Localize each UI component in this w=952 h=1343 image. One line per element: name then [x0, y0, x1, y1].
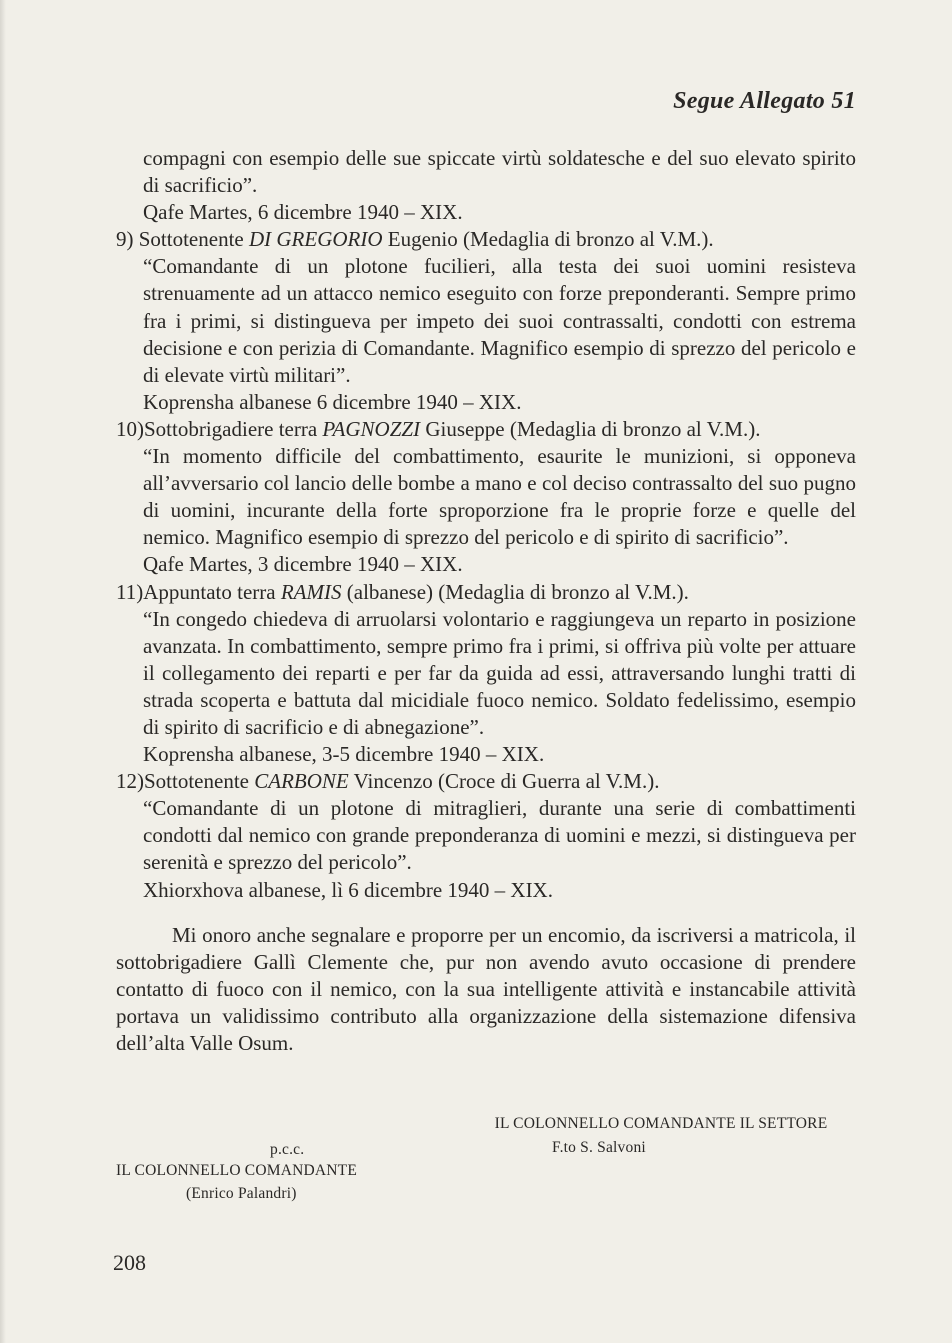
- entry-body: [116, 606, 856, 769]
- entry-rank: 11)Appuntato terra: [116, 579, 281, 604]
- entry-award: (albanese) (Medaglia di bronzo al V.M.).: [341, 579, 689, 604]
- intro-place: Qafe Martes, 6 dicembre 1940 – XIX.: [143, 200, 463, 225]
- entry-place: Koprensha albanese 6 dicembre 1940 – XIX.: [143, 389, 522, 414]
- entry-citation: “Comandante di un plotone di mitraglieri, durante una serie di combattimenti condotti dal nemico con grande preponderanza di uomini e mezzi, si distingueva per serenità e sprezzo del pericolo”.: [143, 796, 856, 875]
- entry-heading: [116, 768, 856, 795]
- entry-9: [116, 226, 856, 416]
- scan-edge-shadow: [0, 0, 6, 1343]
- entry-citation: “Comandante di un plotone fucilieri, alla testa dei suoi uomini resisteva strenuamente ad un attacco nemico eseguito con forze preponderanti. Sempre primo fra i primi, si distingueva per impeto dei suoi contrassalti, condotti con estrema decisione e con perizia di Comandante. Magnifico esempio di sprezzo del pericolo e di elevate virtù militari”.: [143, 254, 856, 387]
- entry-surname: RAMIS: [280, 579, 342, 604]
- entry-rank: 9) Sottotenente: [116, 227, 249, 252]
- entry-rank: 12)Sottotenente: [116, 769, 255, 794]
- intro-block: [116, 145, 856, 226]
- entry-surname: DI GREGORIO: [248, 227, 383, 252]
- document-body: [116, 145, 856, 1057]
- entry-award: Vincenzo (Croce di Guerra al V.M.).: [348, 769, 660, 794]
- entry-citation: “In congedo chiedeva di arruolarsi volontario e raggiungeva un reparto in posizione avanzata. In combattimento, sempre primo fra i primi, si offriva più volte per attuare il collegamento dei reparti e per far da guida ad essi, attraversando lunghi tratti di strada scoperta e battuta dal micidiale fuoco nemico. Soldato fedelissimo, esempio di spirito di sacrificio e di abnegazione”.: [143, 606, 856, 739]
- entry-award: Giuseppe (Medaglia di bronzo al V.M.).: [420, 416, 761, 441]
- entry-place: Koprensha albanese, 3-5 dicembre 1940 – XIX.: [143, 742, 545, 767]
- entry-surname: PAGNOZZI: [322, 416, 421, 441]
- entry-rank: 10)Sottobrigadiere terra: [116, 416, 323, 441]
- entry-award: Eugenio (Medaglia di bronzo al V.M.).: [382, 227, 714, 252]
- signature-right: [456, 1115, 866, 1157]
- closing-paragraph: Mi onoro anche segnalare e proporre per un encomio, da iscriversi a matricola, il sottobrigadiere Gallì Clemente che, pur non avendo avuto occasione di prendere contatto di fuoco con il nemico, con la sua intelligente attività e instancabile attività portava un validissimo contributo alla organizzazione della sistemazione difensiva dell’alta Valle Osum.: [116, 922, 856, 1055]
- signature-left-pcc: p.c.c.: [270, 1141, 305, 1158]
- entry-surname: CARBONE: [254, 769, 349, 794]
- signature-left: [116, 1141, 406, 1203]
- entry-12: [116, 768, 856, 903]
- entry-citation: “In momento difficile del combattimento, esaurite le munizioni, si opponeva all’avversario col lancio delle bombe a mano e col deciso contrassalto del suo pugno di uomini, incurante della forte sproporzione fra le proprie forze e quelle del nemico. Magnifico esempio di sprezzo del pericolo e di spirito di sacrificio”.: [143, 444, 856, 550]
- signature-left-name: (Enrico Palandri): [186, 1185, 297, 1202]
- entry-heading: [116, 226, 856, 253]
- signature-right-title: IL COLONNELLO COMANDANTE IL SETTORE: [494, 1115, 828, 1132]
- page-header: Segue Allegato 51: [673, 88, 856, 114]
- entry-body: [116, 253, 856, 416]
- signature-right-signed: F.to S. Salvoni: [552, 1139, 646, 1156]
- page-number: 208: [113, 1250, 146, 1275]
- entry-body: [116, 795, 856, 903]
- signature-left-title: IL COLONNELLO COMANDANTE: [116, 1162, 358, 1179]
- intro-text: compagni con esempio delle sue spiccate virtù soldatesche e del suo elevato spirito di sacrificio”.: [143, 146, 856, 198]
- entry-heading: [116, 579, 856, 606]
- entry-10: [116, 416, 856, 579]
- entry-place: Qafe Martes, 3 dicembre 1940 – XIX.: [143, 552, 463, 577]
- entry-place: Xhiorxhova albanese, lì 6 dicembre 1940 – XIX.: [143, 877, 553, 902]
- entry-body: [116, 443, 856, 578]
- entry-heading: [116, 416, 856, 443]
- entry-11: [116, 579, 856, 769]
